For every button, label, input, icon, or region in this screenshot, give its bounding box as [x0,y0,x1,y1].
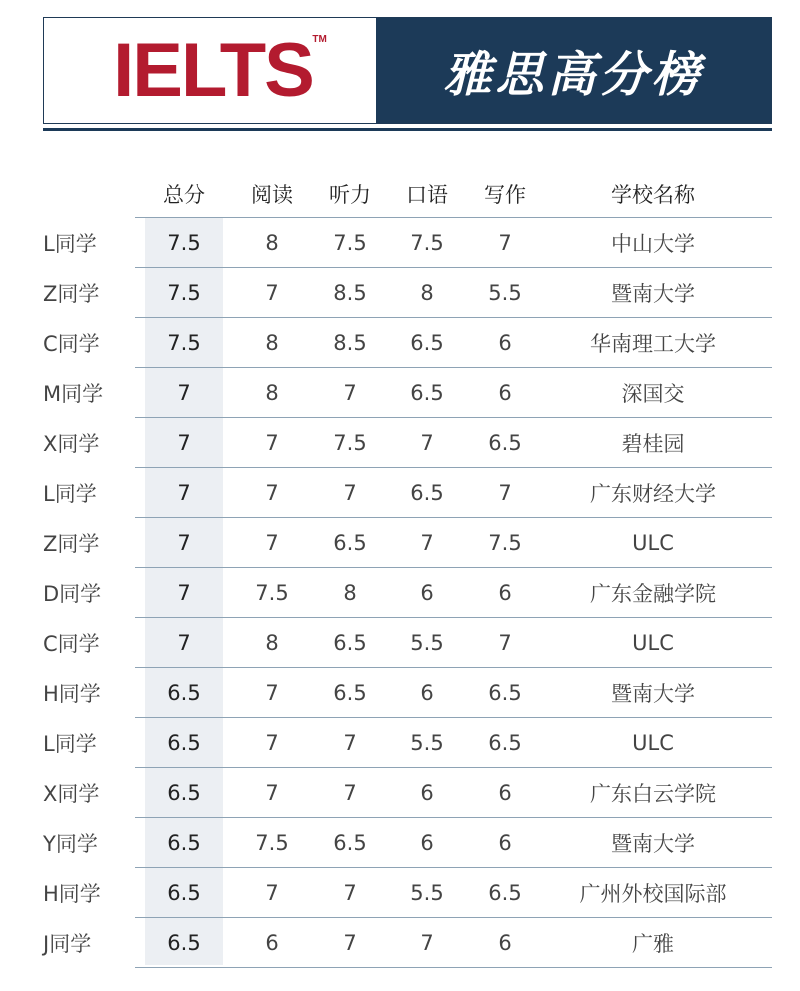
listening-score-cell: 6.5 [333,830,367,855]
speaking-score-cell: 5.5 [410,880,444,905]
student-name-cell: Z同学 [43,281,100,306]
column-header-listening: 听力 [329,182,371,207]
student-name-cell: J同学 [43,931,92,956]
student-name-cell: X同学 [43,431,100,456]
reading-score-cell: 7.5 [255,580,289,605]
reading-score-cell: 7 [265,430,279,455]
listening-score-cell: 7 [343,380,357,405]
writing-score-cell: 6.5 [488,730,522,755]
column-header-speaking: 口语 [406,182,448,207]
table-row [0,667,800,717]
reading-score-cell: 7 [265,280,279,305]
total-score-cell: 7 [177,580,191,605]
writing-score-cell: 7 [498,230,512,255]
school-name-cell: 深国交 [621,381,685,406]
school-name-cell: 暨南大学 [611,681,695,706]
total-score-cell: 7.5 [167,330,201,355]
school-name-cell: 广东白云学院 [590,781,716,806]
reading-score-cell: 6 [265,930,279,955]
student-name-cell: H同学 [43,881,101,906]
school-name-cell: 华南理工大学 [590,331,716,356]
school-name-cell: 碧桂园 [621,431,685,456]
table-row [0,217,800,267]
writing-score-cell: 7.5 [488,530,522,555]
reading-score-cell: 8 [265,330,279,355]
student-name-cell: L同学 [43,731,97,756]
listening-score-cell: 6.5 [333,680,367,705]
student-name-cell: Y同学 [43,831,98,856]
listening-score-cell: 7 [343,880,357,905]
total-score-cell: 7.5 [167,280,201,305]
table-row [0,267,800,317]
reading-score-cell: 7 [265,730,279,755]
table-row [0,467,800,517]
column-header-writing: 写作 [484,182,526,207]
listening-score-cell: 7.5 [333,430,367,455]
writing-score-cell: 6.5 [488,430,522,455]
reading-score-cell: 7 [265,530,279,555]
school-name-cell: 广东金融学院 [590,581,716,606]
column-header-school: 学校名称 [611,182,695,207]
student-name-cell: L同学 [43,231,97,256]
speaking-score-cell: 5.5 [410,630,444,655]
writing-score-cell: 6 [498,380,512,405]
total-score-cell: 7.5 [167,230,201,255]
total-score-cell: 7 [177,630,191,655]
writing-score-cell: 7 [498,630,512,655]
student-name-cell: L同学 [43,481,97,506]
logo-text: IELTS [113,27,313,113]
speaking-score-cell: 8 [420,280,434,305]
total-score-cell: 6.5 [167,780,201,805]
school-name-cell: ULC [632,530,674,555]
student-name-cell: X同学 [43,781,100,806]
header-banner [43,17,772,124]
reading-score-cell: 8 [265,630,279,655]
student-name-cell: C同学 [43,331,100,356]
reading-score-cell: 8 [265,380,279,405]
writing-score-cell: 6 [498,580,512,605]
speaking-score-cell: 6 [420,780,434,805]
table-row [0,517,800,567]
listening-score-cell: 6.5 [333,630,367,655]
writing-score-cell: 5.5 [488,280,522,305]
school-name-cell: 中山大学 [611,231,695,256]
table-row [0,767,800,817]
listening-score-cell: 7 [343,930,357,955]
speaking-score-cell: 6.5 [410,480,444,505]
school-name-cell: 暨南大学 [611,831,695,856]
school-name-cell: ULC [632,630,674,655]
table-row [0,917,800,967]
table-row [0,717,800,767]
table-header [0,170,800,217]
student-name-cell: H同学 [43,681,101,706]
column-header-total: 总分 [163,182,205,207]
reading-score-cell: 7 [265,780,279,805]
reading-score-cell: 7 [265,680,279,705]
total-score-cell: 6.5 [167,680,201,705]
speaking-score-cell: 7 [420,530,434,555]
reading-score-cell: 7 [265,880,279,905]
listening-score-cell: 8.5 [333,280,367,305]
speaking-score-cell: 6 [420,830,434,855]
school-name-cell: ULC [632,730,674,755]
listening-score-cell: 8 [343,580,357,605]
school-name-cell: 广东财经大学 [590,481,716,506]
trademark-mark: TM [312,33,327,45]
speaking-score-cell: 6.5 [410,380,444,405]
speaking-score-cell: 7 [420,930,434,955]
reading-score-cell: 7.5 [255,830,289,855]
writing-score-cell: 6 [498,930,512,955]
speaking-score-cell: 6.5 [410,330,444,355]
speaking-score-cell: 6 [420,580,434,605]
table-row [0,817,800,867]
student-name-cell: D同学 [43,581,102,606]
listening-score-cell: 7 [343,730,357,755]
table-row [0,317,800,367]
column-header-reading: 阅读 [251,182,293,207]
listening-score-cell: 7 [343,480,357,505]
writing-score-cell: 6.5 [488,680,522,705]
writing-score-cell: 7 [498,480,512,505]
table-row [0,367,800,417]
table-row [0,867,800,917]
writing-score-cell: 6 [498,330,512,355]
writing-score-cell: 6 [498,830,512,855]
student-name-cell: Z同学 [43,531,100,556]
reading-score-cell: 7 [265,480,279,505]
logo-panel [44,18,376,123]
speaking-score-cell: 6 [420,680,434,705]
speaking-score-cell: 5.5 [410,730,444,755]
page-title: 雅思高分榜 [443,47,704,103]
table-row [0,567,800,617]
table-row [0,417,800,467]
school-name-cell: 暨南大学 [611,281,695,306]
ielts-logo [107,27,327,113]
school-name-cell: 广州外校国际部 [579,881,727,906]
speaking-score-cell: 7.5 [410,230,444,255]
table-bottom-border [135,967,772,968]
student-name-cell: M同学 [43,381,104,406]
student-name-cell: C同学 [43,631,100,656]
speaking-score-cell: 7 [420,430,434,455]
total-score-cell: 6.5 [167,880,201,905]
table-row [0,617,800,667]
total-score-cell: 7 [177,430,191,455]
banner-underline [43,128,772,131]
listening-score-cell: 8.5 [333,330,367,355]
total-score-cell: 7 [177,530,191,555]
reading-score-cell: 8 [265,230,279,255]
total-score-cell: 6.5 [167,930,201,955]
listening-score-cell: 6.5 [333,530,367,555]
total-score-cell: 6.5 [167,830,201,855]
total-score-cell: 7 [177,380,191,405]
total-score-cell: 6.5 [167,730,201,755]
writing-score-cell: 6.5 [488,880,522,905]
writing-score-cell: 6 [498,780,512,805]
listening-score-cell: 7 [343,780,357,805]
listening-score-cell: 7.5 [333,230,367,255]
school-name-cell: 广雅 [632,931,674,956]
total-score-cell: 7 [177,480,191,505]
title-panel [376,18,771,123]
